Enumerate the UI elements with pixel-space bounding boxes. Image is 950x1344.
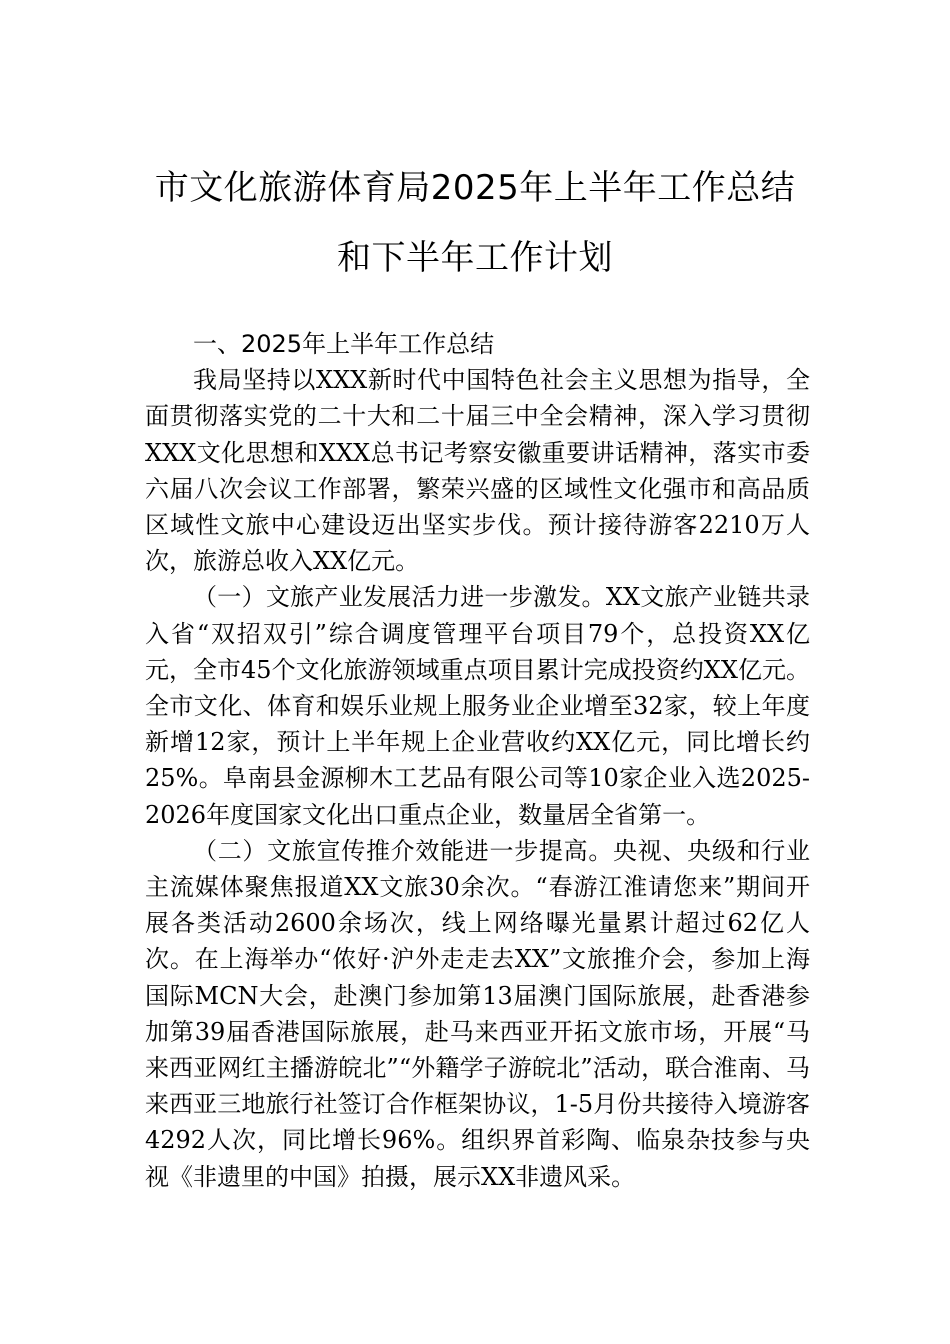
body-paragraph-industry: （一）文旅产业发展活力进一步激发。XX文旅产业链共录入省“双招双引”综合调度管理平台项目79个，总投资XX亿元，全市45个文化旅游领域重点项目累计完成投资约XX亿元。全市文化、体育和娱乐业规上服务业企业增至32家，较上年度新增12家，预计上半年规上企业营收约XX亿元，同比增长约25%。阜南县金源柳木工艺品有限公司等10家企业入选2025-2026年度国家文化出口重点企业，数量居全省第一。 [145,583,810,829]
body-paragraph-intro: 我局坚持以XXX新时代中国特色社会主义思想为指导，全面贯彻落实党的二十大和二十届三中全会精神，深入学习贯彻XXX文化思想和XXX总书记考察安徽重要讲话精神，落实市委六届八次会议工作部署，繁荣兴盛的区域性文化强市和高品质区域性文旅中心建设迈出坚实步伐。预计接待游客2210万人次，旅游总收入XX亿元。 [145,366,810,576]
section-heading: 一、2025年上半年工作总结 [193,330,495,358]
document-body [145,326,810,1195]
body-paragraph-promotion: （二）文旅宣传推介效能进一步提高。央视、央级和行业主流媒体聚焦报道XX文旅30余次。“春游江淮请您来”期间开展各类活动2600余场次，线上网络曝光量累计超过62亿人次。在上海举办“侬好·沪外走走去XX”文旅推介会，参加上海国际MCN大会，赴澳门参加第13届澳门国际旅展，赴香港参加第39届香港国际旅展，赴马来西亚开拓文旅市场，开展“马来西亚网红主播游皖北”“外籍学子游皖北”活动，联合淮南、马来西亚三地旅行社签订合作框架协议，1-5月份共接待入境游客4292人次，同比增长96%。组织界首彩陶、临泉杂技参与央视《非遗里的中国》拍摄，展示XX非遗风采。 [145,836,810,1191]
document-title-line-2: 和下半年工作计划 [337,238,613,278]
document-title-line-1: 市文化旅游体育局2025年上半年工作总结 [154,168,796,208]
